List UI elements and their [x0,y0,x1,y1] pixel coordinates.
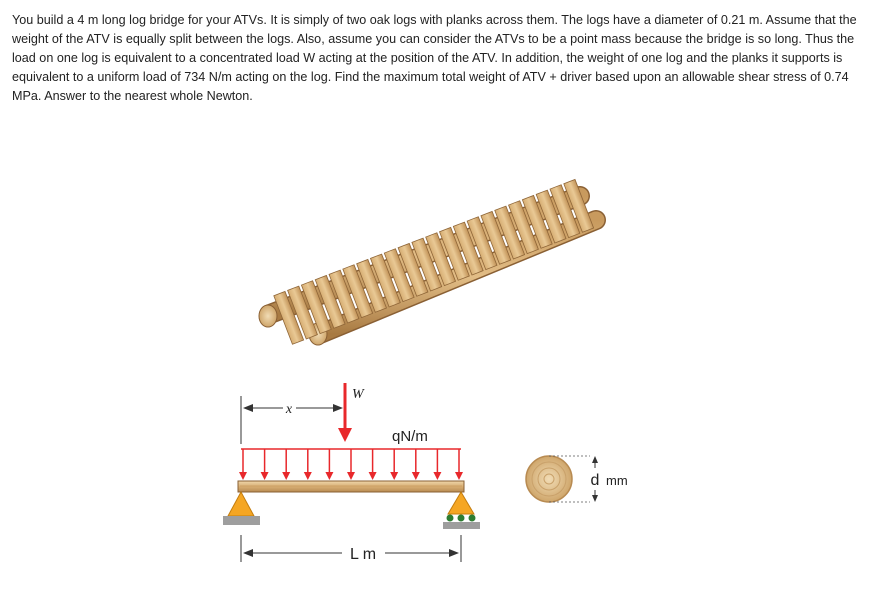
point-load-label: W [352,387,364,402]
beam-diagram [223,383,480,563]
udl-arrow-icon [433,472,441,480]
problem-statement: You build a 4 m long log bridge for your ATVs. It is simply of two oak logs with planks across them. The logs have a diameter of 0.21 m. Assume that the weight of the ATV is equally split between the logs. Also, assume you can consider the ATVs to be a point mass because the bridge is so long. Thus the load on one log is equivalent to a concentrated load W acting at the position of the ATV. In addition, the weight of one log and the planks it supports is equivalent to a uniform load of 734 N/m acting on the log. Find the maximum total weight of ATV + driver based upon an allowable shear stress of 0.74 MPa. Answer to the nearest whole Newton. [12,13,857,103]
log-cross-section [526,456,628,502]
udl-arrow-icon [412,472,420,480]
ground [223,516,260,525]
udl-arrow-icon [390,472,398,480]
roller-support [443,492,480,529]
length-label: L m [349,546,377,563]
ground [443,522,480,529]
log-bridge-illustration [259,179,596,345]
udl-arrow-icon [239,472,247,480]
udl-arrow-icon [369,472,377,480]
beam [238,481,464,492]
udl-arrow-icon [282,472,290,480]
x-dimension [241,396,343,444]
length-dimension [241,535,461,563]
udl-arrow-icon [261,472,269,480]
diameter-label: d [590,472,600,489]
point-load [338,383,365,442]
diameter-unit-label: mm [606,473,628,488]
position-label: x [285,402,293,417]
distributed-load-label: qN/m [392,428,428,445]
udl-arrow-icon [455,472,463,480]
udl-arrow-icon [347,472,355,480]
pin-support [223,492,260,525]
udl-arrow-icon [325,472,333,480]
point-load-arrow-icon [338,428,352,442]
distributed-load [239,449,463,480]
udl-arrow-icon [304,472,312,480]
